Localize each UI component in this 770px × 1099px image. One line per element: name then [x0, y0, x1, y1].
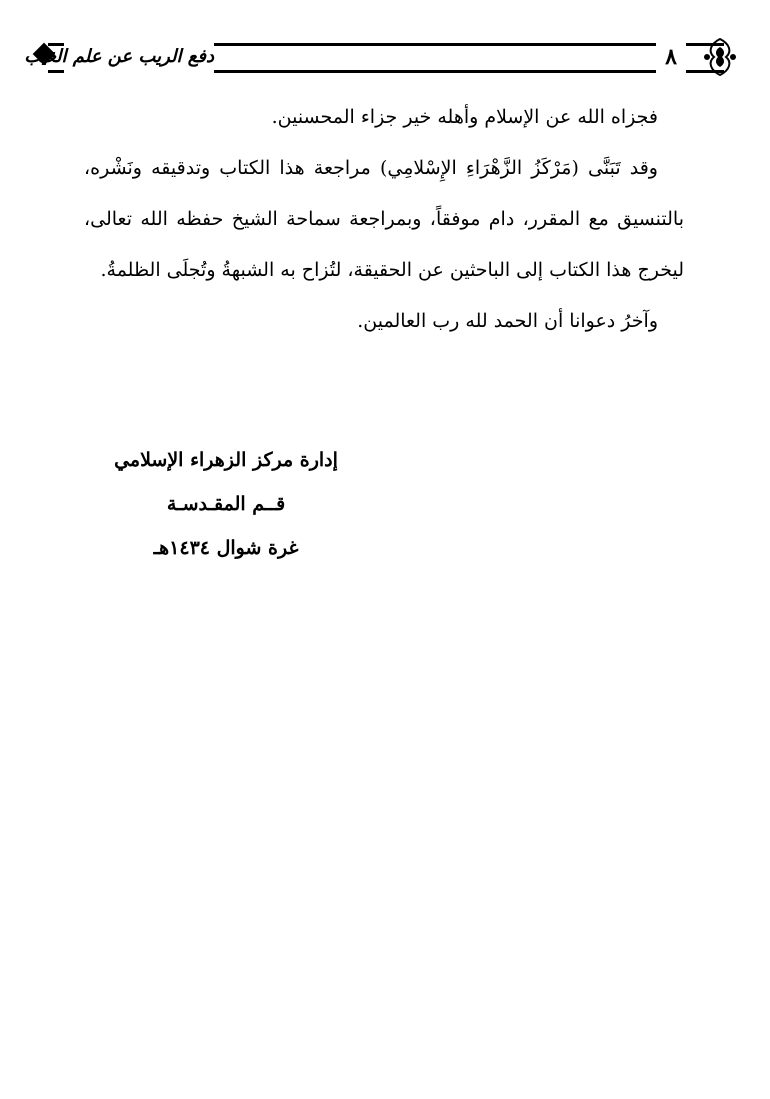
signature-organization: إدارة مركز الزهراء الإسلامي: [114, 449, 338, 471]
page-number: ٨: [656, 40, 686, 74]
signature-city: قــم المقـدسـة: [166, 493, 286, 515]
running-title: دفع الريب عن علم الغيب: [64, 40, 214, 74]
paragraph: وآخرُ دعوانا أن الحمد لله رب العالمين.: [357, 310, 658, 332]
paragraph: فجزاه الله عن الإسلام وأهله خير جزاء المحسنين.: [271, 106, 658, 128]
signature-block: [96, 438, 356, 570]
page-header: [24, 32, 742, 82]
signature-date: غرة شوال ١٤٣٤هـ: [153, 537, 299, 559]
body-text: [84, 92, 684, 347]
floral-ornament-icon: [700, 36, 740, 78]
paragraph: وقد تَبَنَّى (مَرْكَزُ الزَّهْرَاءِ الإِسْلامِي) مراجعة هذا الكتاب وتدقيقه ونَشْره، بالتنسيق مع المقرر، دام موفقاً، وبمراجعة سماحة الشيخ حفظه الله تعالى، ليخرج هذا الكتاب إلى الباحثين عن الحقيقة، لتُزاح به الشبهةُ وتُجلَى الظلمةُ.: [84, 157, 684, 281]
